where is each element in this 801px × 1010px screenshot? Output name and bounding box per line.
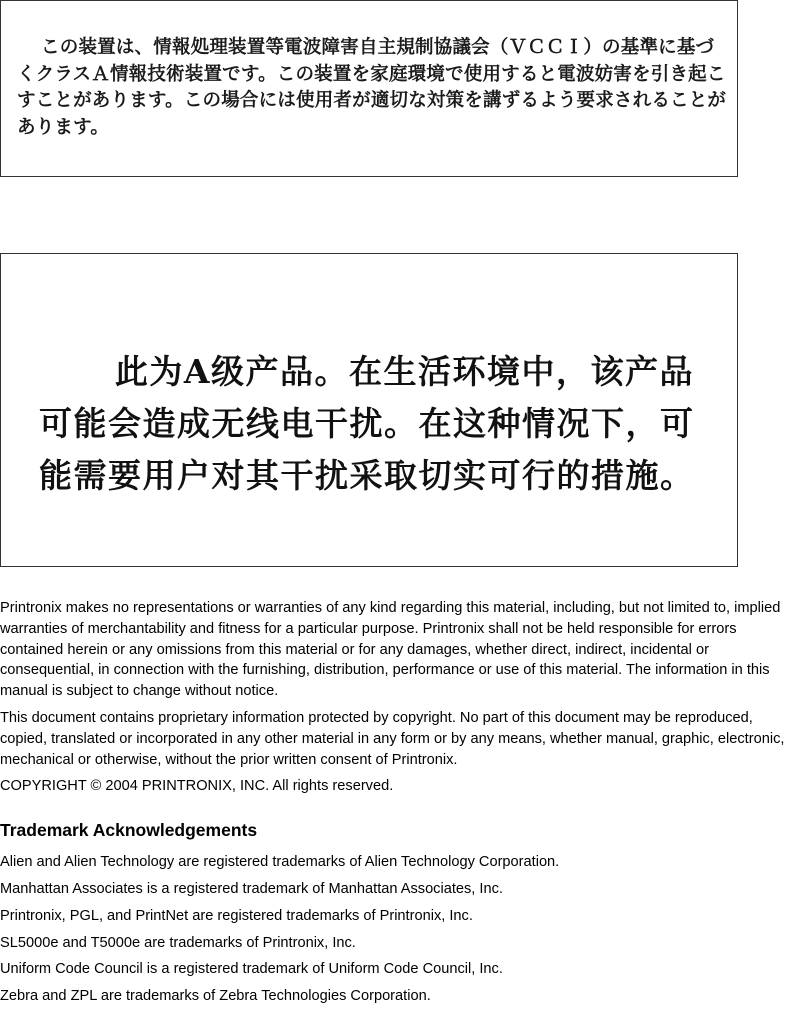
- trademark-item: SL5000e and T5000e are trademarks of Printronix, Inc.: [0, 934, 356, 951]
- proprietary-paragraph: This document contains proprietary information protected by copyright. No part of this document may be reproduced, copied, translated or incorporated in any other material in any form or by any means, whether manual, graphic, electronic, mechanical or otherwise, without the prior written consent of Printronix.: [0, 709, 785, 768]
- copyright-line: COPYRIGHT © 2004 PRINTRONIX, INC. All rights reserved.: [0, 778, 394, 795]
- legal-section: [0, 598, 801, 1010]
- china-class-a-notice-box: [0, 253, 738, 567]
- trademark-heading: Trademark Acknowledgements: [0, 820, 258, 841]
- china-class-a-notice-text: 此为A级产品。在生活环境中，该产品可能会造成无线电干扰。在这种情况下，可能需要用户对其干扰采取切实可行的措施。: [39, 352, 695, 495]
- trademark-list: [0, 849, 801, 1010]
- trademark-item: Printronix, PGL, and PrintNet are registered trademarks of Printronix, Inc.: [0, 907, 473, 924]
- trademark-item: Uniform Code Council is a registered trademark of Uniform Code Council, Inc.: [0, 961, 503, 978]
- vcci-notice-box: [0, 0, 738, 177]
- vcci-notice-text: この装置は、情報処理装置等電波障害自主規制協議会（ＶＣＣＩ）の基準に基づくクラスＡ情報技術装置です。この装置を家庭環境で使用すると電波妨害を引き起こすことがあります。この場合には使用者が適切な対策を講ずるよう要求されることがあります。: [17, 37, 727, 138]
- disclaimer-paragraph: Printronix makes no representations or warranties of any kind regarding this material, including, but not limited to, implied warranties of merchantability and fitness for a particular purpose. Printronix shall not be held responsible for errors contained herein or any omissions from this material or for any damages, whether direct, indirect, incidental or consequential, in connection with the furnishing, distribution, performance or use of this material. The information in this manual is subject to change without notice.: [0, 600, 781, 700]
- trademark-item: Alien and Alien Technology are registered trademarks of Alien Technology Corporation.: [0, 854, 560, 871]
- trademark-item: Manhattan Associates is a registered trademark of Manhattan Associates, Inc.: [0, 880, 503, 897]
- trademark-item: Zebra and ZPL are trademarks of Zebra Technologies Corporation.: [0, 988, 431, 1005]
